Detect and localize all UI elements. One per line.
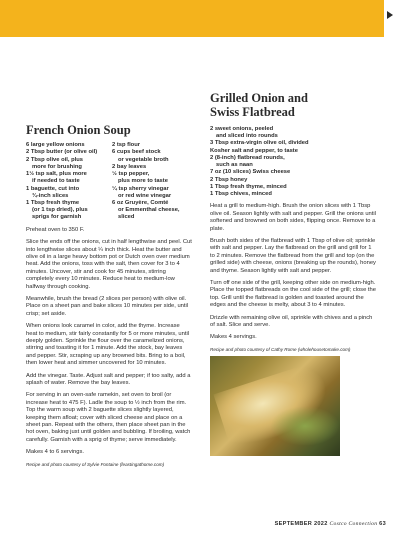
recipe-credit: Recipe and photo courtesy of Sylvie Fontaine (feastingathome.com)	[26, 461, 165, 467]
ingredient-column-2	[112, 142, 192, 222]
ingredient-line: ¼ tsp sherry vinegar	[112, 185, 169, 192]
ingredient-line-continued: (or 1 tsp dried), plus sprigs for garnish	[32, 207, 88, 221]
flatbread-photo	[210, 356, 340, 456]
ingredient-line: 1 baguette, cut into	[26, 185, 80, 192]
recipe-step: Meanwhile, brush the bread (2 slices per person) with olive oil. Place on a sheet pan and bake slices 10 minutes per side, until crisp; set aside.	[26, 295, 189, 317]
ingredient-line-continued: more for brushing	[32, 163, 82, 170]
recipe-credit: Recipe and photo courtesy of Cathy Rome (wholehousetomake.com)	[210, 346, 351, 352]
ingredient-item	[210, 177, 376, 184]
french-onion-soup-recipe	[26, 124, 192, 467]
ingredient-item	[112, 142, 192, 149]
recipe-step: Preheat oven to 350 F.	[26, 226, 85, 233]
ingredient-line: 2 Tbsp honey	[210, 176, 248, 183]
page-footer	[0, 521, 386, 527]
recipe-step: Slice the ends off the onions, cut in half lengthwise and peel. Cut into lengthwise slices about ¼ inch thick. Heat the butter and olive oil in a large heavy bottom pot or Dutch oven over medium heat. Add the onions, toss with the salt, then cover for 3 to 4 minutes. Uncover, stir and cook for 45 minutes, stirring completely every 10 minutes. Reduce heat to medium-low halfway through cooking.	[26, 239, 192, 290]
ingredient-line-continued: plus more to taste	[118, 178, 168, 185]
ingredient-line: 2 Tbsp butter (or olive oil)	[26, 149, 98, 156]
recipe-step: Add the vinegar. Taste. Adjust salt and pepper; if too salty, add a splash of water. Remove the bay leaves.	[26, 372, 191, 387]
ingredient-line: ½ tsp pepper,	[112, 171, 150, 178]
recipe-title-line-2: Swiss Flatbread	[210, 104, 295, 119]
recipe-step: For serving in an oven-safe ramekin, set oven to broil (or increase heat to 475 F). Ladle the soup to ½ inch from the rim. Top the warm soup with 2 baguette slices slightly layered, keeping them afloat; cover with sliced cheese and place on a sheet pan. Repeat with the others, then place sheet pan in the hot oven, baking just until golden and bubbling. If broiling, watch carefully. Garnish with a sprig of thyme; serve immediately.	[26, 392, 191, 443]
recipe-steps	[26, 227, 192, 457]
ingredient-column-1	[26, 142, 106, 222]
ingredient-item	[26, 171, 106, 185]
ingredient-item	[210, 126, 376, 140]
ingredient-line-continued: or vegetable broth	[118, 156, 169, 163]
issue-date: SEPTEMBER 2022	[274, 521, 328, 527]
ingredient-line: 2 bay leaves	[112, 163, 147, 170]
ingredient-line-continued: and sliced into rounds	[216, 133, 278, 140]
ingredient-item	[112, 200, 192, 222]
ingredient-item	[112, 186, 192, 200]
recipe-steps	[210, 203, 376, 342]
ingredient-item	[26, 186, 106, 200]
recipe-step: Heat a grill to medium-high. Brush the onion slices with 1 Tbsp olive oil. Season lightly with salt and pepper. Grill the onions until softened and browned on both sides, flipping once. Remove to a plate.	[210, 203, 376, 232]
ingredient-item	[26, 200, 106, 222]
recipe-step: Makes 4 to 6 servings.	[26, 449, 84, 456]
ingredient-line: 2 Tbsp olive oil, plus	[26, 156, 84, 163]
page-corner-arrow-icon[interactable]	[384, 0, 400, 37]
ingredient-line: 1 Tbsp fresh thyme, minced	[210, 183, 287, 190]
ingredient-line: 6 oz Gruyère, Comté	[112, 200, 169, 206]
grilled-onion-flatbread-recipe	[210, 92, 376, 456]
accent-band	[0, 0, 400, 37]
ingredient-line: 7 oz (10 slices) Swiss cheese	[210, 169, 291, 176]
ingredient-line: 6 large yellow onions	[26, 142, 85, 149]
ingredient-item	[210, 191, 376, 198]
recipe-title	[210, 92, 376, 119]
ingredient-line: 2 sweet onions, peeled	[210, 126, 274, 132]
ingredient-line: 2 (8-inch) flatbread rounds,	[210, 154, 285, 161]
ingredient-item	[112, 171, 192, 185]
ingredient-line: 1½ tsp salt, plus more	[26, 171, 87, 178]
ingredient-item	[210, 184, 376, 191]
ingredient-line-continued: or Emmenthal cheese, sliced	[118, 207, 180, 221]
recipe-title: French Onion Soup	[26, 123, 131, 137]
recipe-step: When onions look caramel in color, add the thyme. Increase heat to medium, stir fairly constantly for 5 or more minutes, until deeply golden. Sprinkle the flour over the caramelized onions, stirring and toasting it for 1 minute. Add the stock, bay leaves and pepper. Stir, scraping up any browned bits. Bring to a boil, then lower heat and simmer uncovered for 10 minutes.	[26, 323, 190, 367]
ingredient-item	[112, 149, 192, 163]
ingredient-line: 1 Tbsp chives, minced	[210, 191, 272, 198]
recipe-step: Drizzle with remaining olive oil, sprinkle with chives and a pinch of salt. Slice and serve.	[210, 314, 373, 329]
recipe-title-line-1: Grilled Onion and	[210, 91, 308, 105]
ingredient-list	[26, 142, 192, 222]
ingredient-item	[26, 142, 106, 149]
ingredient-line-continued: or red wine vinegar	[118, 192, 172, 199]
ingredient-line: 1 Tbsp fresh thyme	[26, 200, 80, 206]
ingredient-item	[210, 169, 376, 176]
ingredient-item	[210, 140, 376, 147]
recipe-step: Turn off one side of the grill, keeping other side on medium-high. Place the topped flatbreads on the cool side of the grill; close the top. Grill until the flatbread is golden and toasted around the edges and the cheese is melty, about 3 to 4 minutes.	[210, 280, 376, 309]
ingredient-line-continued: if needed to taste	[32, 178, 80, 185]
ingredient-line: 2 tsp flour	[112, 142, 141, 149]
ingredient-line: 3 Tbsp extra-virgin olive oil, divided	[210, 140, 309, 147]
magazine-name: Costco Connection	[329, 521, 378, 527]
ingredient-item	[210, 155, 376, 169]
ingredient-item	[26, 149, 106, 156]
page-number: 63	[379, 521, 386, 527]
ingredient-item	[26, 157, 106, 171]
recipe-step: Brush both sides of the flatbread with 1 Tbsp of olive oil; sprinkle with salt and pepper. Lay the flatbread on the grill and grill for 1 to 2 minutes. Remove the flatbread from the grill and top (on the grilled side) with cheese, onions (breaking up the rounds), honey and thyme. Season lightly with salt and pepper.	[210, 237, 376, 274]
recipe-step: Makes 4 servings.	[210, 334, 257, 341]
ingredient-item	[210, 148, 376, 155]
ingredient-line: 6 cups beef stock	[112, 149, 161, 156]
ingredient-list	[210, 126, 376, 198]
ingredient-item	[112, 164, 192, 171]
ingredient-line-continued: ¾-inch slices	[32, 192, 69, 199]
ingredient-line: Kosher salt and pepper, to taste	[210, 147, 298, 154]
ingredient-line-continued: such as naan	[216, 162, 253, 169]
